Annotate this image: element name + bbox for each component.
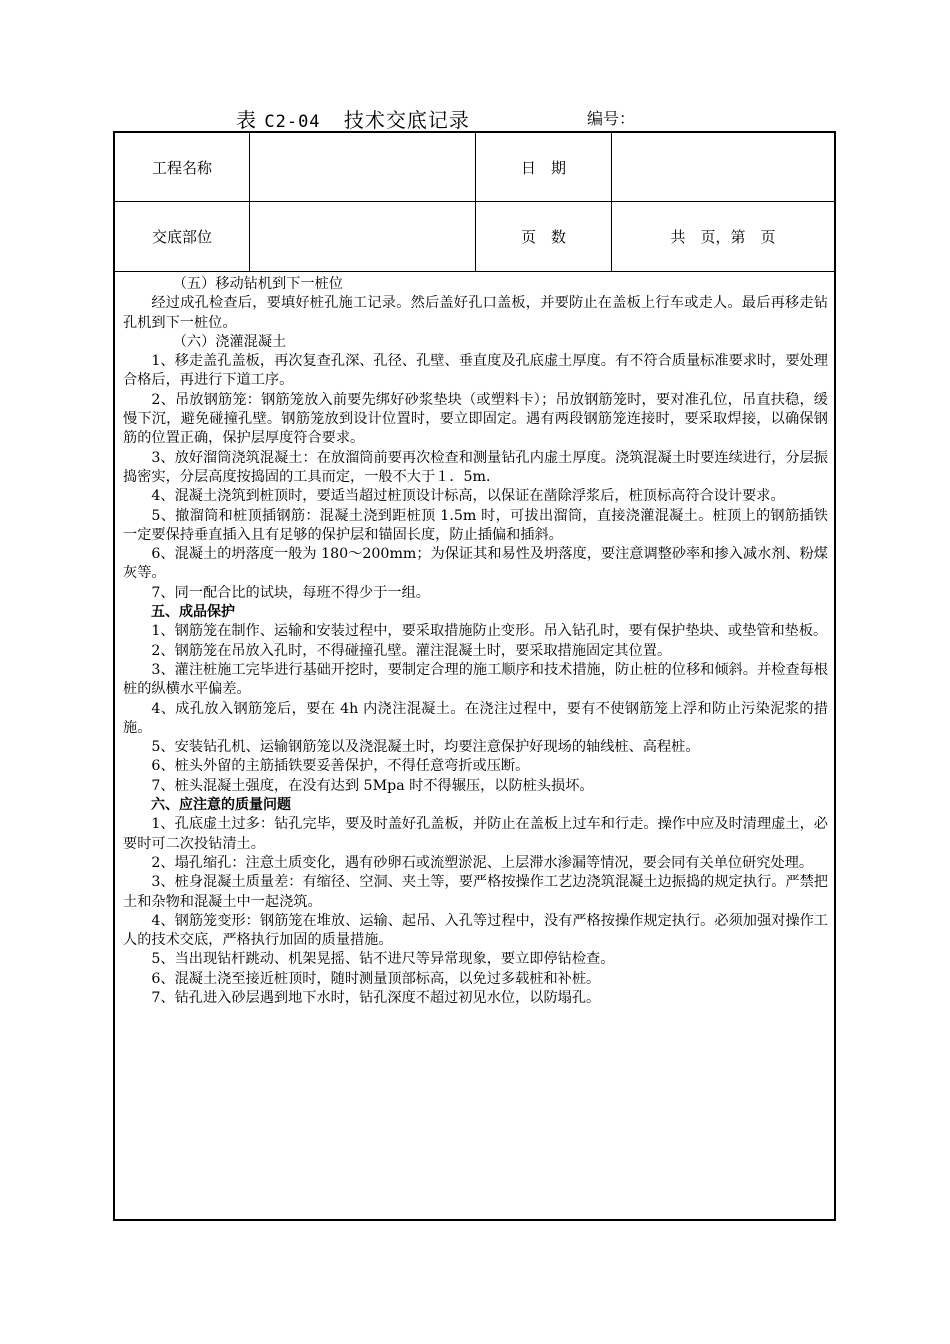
- paragraph: 2、吊放钢筋笼：钢筋笼放入前要先绑好砂浆垫块（或塑料卡）；吊放钢筋笼时，要对准孔位，吊直扶稳，缓慢下沉，避免碰撞孔壁。钢筋笼放到设计位置时，要立即固定。遇有两段钢筋笼连接时，要采取焊接，以确保钢筋的位置正确，保护层厚度符合要求。: [123, 391, 828, 447]
- pages-label: 页 数: [520, 228, 566, 246]
- paragraph: 4、成孔放入钢筋笼后，要在 4h 内浇注混凝土。在浇注过程中，要有不使钢筋笼上浮和防止污染泥浆的措施。: [123, 700, 828, 736]
- location-field[interactable]: [250, 202, 475, 271]
- date-label: 日 期: [520, 158, 566, 177]
- title-prefix: 表: [236, 108, 257, 132]
- paragraph: 3、灌注桩施工完毕进行基础开挖时，要制定合理的施工顺序和技术措施，防止桩的位移和倾斜。并检查每根桩的纵横水平偏差。: [123, 661, 828, 698]
- paragraph: 6、混凝土浇至接近桩顶时，随时测量顶部标高，以免过多载桩和补桩。: [151, 970, 601, 987]
- title-row: [0, 104, 950, 130]
- paragraph: 4、混凝土浇筑到桩顶时，要适当超过桩顶设计标高，以保证在凿除浮浆后，桩顶标高符合设计要求。: [151, 488, 785, 505]
- subsection-heading: （五）移动钻机到下一桩位: [172, 276, 343, 292]
- date-field[interactable]: [612, 133, 834, 201]
- paragraph: 1、孔底虚土过多：钻孔完毕，要及时盖好孔盖板，并防止在盖板上过车和行走。操作中应及时清理虚土，必要时可二次投钻清土。: [123, 816, 828, 852]
- paragraph: 5、安装钻孔机、运输钢筋笼以及浇混凝土时，均要注意保护好现场的轴线桩、高程桩。: [151, 739, 700, 756]
- row-divider-2: [115, 271, 834, 272]
- paragraph: 7、桩头混凝土强度，在没有达到 5Mpa 时不得辗压，以防桩头损坏。: [151, 777, 594, 794]
- disclosure-content: [123, 275, 828, 1008]
- section-heading: 六、应注意的质量问题: [151, 797, 291, 814]
- paragraph: 6、混凝土的坍落度一般为 180～200mm；为保证其和易性及坍落度，要注意调整砂率和掺入减水剂、粉煤灰等。: [123, 546, 828, 582]
- location-label: 交底部位: [151, 228, 212, 246]
- record-form: [113, 131, 836, 1221]
- project-name-label: 工程名称: [151, 158, 212, 177]
- paragraph: 经过成孔检查后，要填好桩孔施工记录。然后盖好孔口盖板，并要防止在盖板上行车或走人。最后再移走钻孔机到下一桩位。: [123, 295, 828, 331]
- table-code: C2-04: [264, 112, 321, 132]
- paragraph: 2、塌孔缩孔：注意土质变化，遇有砂卵石或流塑淤泥、上层滞水渗漏等情况，要会同有关单位研究处理。: [151, 854, 814, 871]
- paragraph: 5、当出现钻杆跳动、机架晃摇、钻不进尺等异常现象，要立即停钻检查。: [151, 951, 615, 968]
- paragraph: 7、同一配合比的试块，每班不得少于一组。: [151, 584, 430, 601]
- serial-number-label: 编号：: [587, 109, 636, 128]
- paragraph: 3、放好溜筒浇筑混凝土：在放溜筒前要再次检查和测量钻孔内虚土厚度。浇筑混凝土时要连续进行，分层振捣密实，分层高度按捣固的工具而定，一般不大于１．5m．: [123, 449, 828, 485]
- paragraph: 1、移走盖孔盖板，再次复查孔深、孔径、孔壁、垂直度及孔底虚土厚度。有不符合质量标准要求时，要处理合格后，再进行下道工序。: [123, 353, 828, 389]
- form-title: [236, 104, 470, 133]
- paragraph: 2、钢筋笼在吊放入孔时，不得碰撞孔壁。灌注混凝土时，要采取措施固定其位置。: [151, 642, 672, 659]
- paragraph: 5、撤溜筒和桩顶插钢筋：混凝土浇到距桩顶 1.5m 时，可拔出溜筒，直接浇灌混凝土。桩顶上的钢筋插铁一定要保持垂直插入且有足够的保护层和锚固长度，防止插偏和插斜。: [123, 507, 828, 543]
- subsection-heading: （六）浇灌混凝土: [172, 333, 287, 350]
- paragraph: 4、钢筋笼变形：钢筋笼在堆放、运输、起吊、入孔等过程中，没有严格按操作规定执行。必须加强对操作工人的技术交底，严格执行加固的质量措施。: [123, 912, 828, 949]
- project-name-field[interactable]: [250, 133, 475, 201]
- paragraph: 7、钻孔进入砂层遇到地下水时，钻孔深度不超过初见水位，以防塌孔。: [151, 989, 601, 1006]
- paragraph: 3、桩身混凝土质量差：有缩径、空洞、夹土等，要严格按操作工艺边浇筑混凝土边振捣的规定执行。严禁把土和杂物和混凝土中一起浇筑。: [123, 874, 828, 910]
- paragraph: 6、桩头外留的主筋插铁要妥善保护，不得任意弯折或压断。: [151, 758, 530, 775]
- section-heading: 五、成品保护: [151, 604, 235, 621]
- title-text: 技术交底记录: [343, 108, 470, 132]
- pages-field[interactable]: 共 页，第 页: [670, 228, 776, 246]
- paragraph: 1、钢筋笼在制作、运输和安装过程中，要采取措施防止变形。吊入钻孔时，要有保护垫块、或垫管和垫板。: [151, 623, 828, 640]
